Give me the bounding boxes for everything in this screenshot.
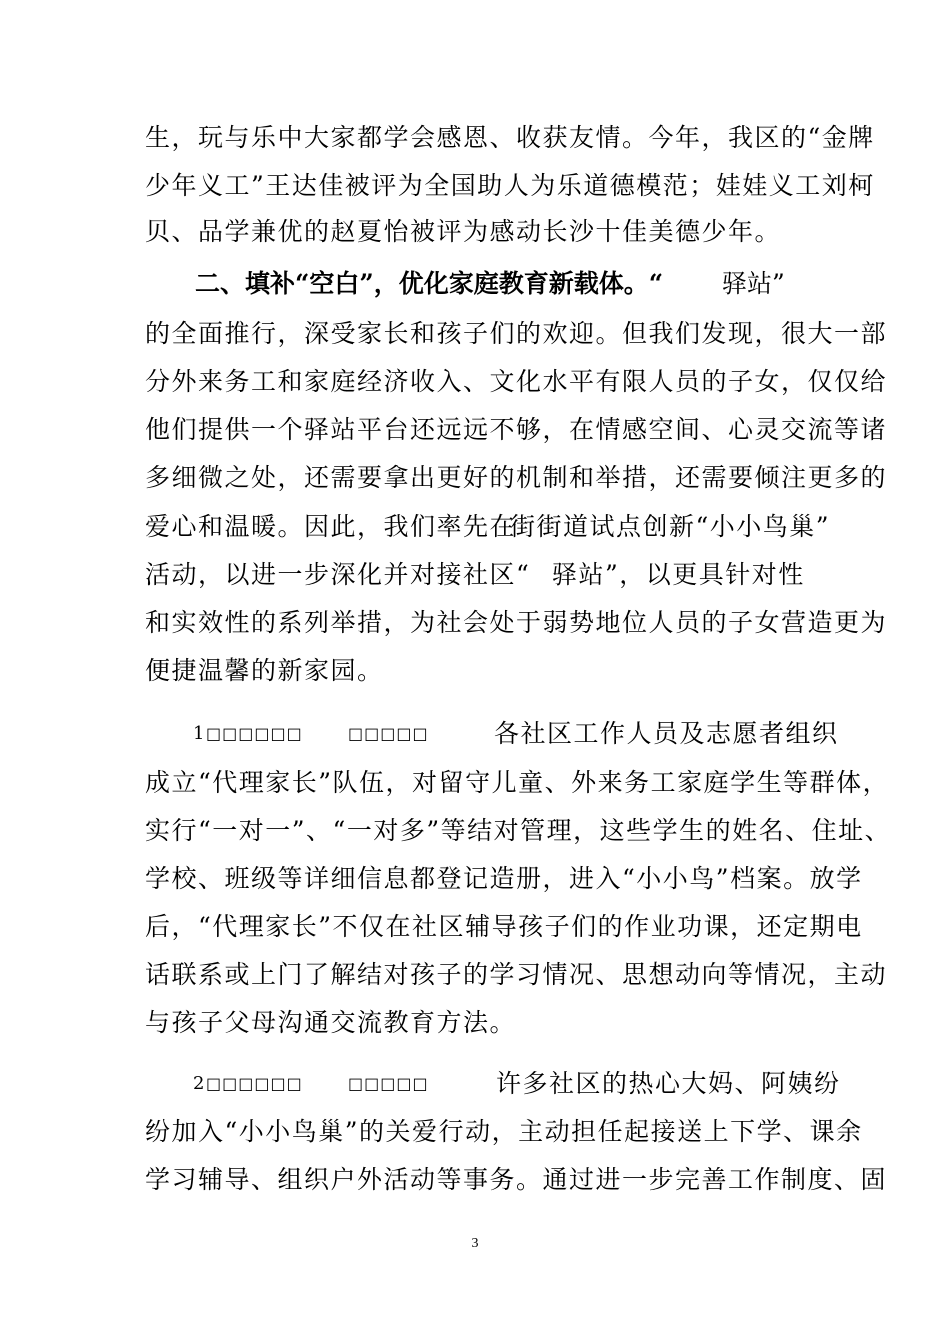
section-heading-tail: 驿站” (722, 269, 785, 298)
paragraph-line: 生，玩与乐中大家都学会感恩、收获友情。今年，我区的“金牌 (145, 123, 875, 152)
paragraph-line: 学校、班级等详细信息都登记造册，进入“小小鸟”档案。放学 (145, 864, 863, 893)
paragraph-line: 各社区工作人员及志愿者组织 (494, 719, 839, 748)
paragraph-line: 实行“一对一”、“一对多”等结对管理，这些学生的姓名、住址、 (145, 816, 892, 845)
paragraph-line-continuation: 街街道试点创新“小小鸟巢” (510, 512, 831, 541)
paragraph-line: 成立“代理家长”队伍，对留守儿童、外来务工家庭学生等群体， (145, 768, 890, 797)
paragraph-line: 后，“代理家长”不仅在社区辅导孩子们的作业功课，还定期电 (145, 912, 863, 941)
paragraph-line: 分外来务工和家庭经济收入、文化水平有限人员的子女，仅仅给 (145, 367, 888, 396)
paragraph-line: 的全面推行，深受家长和孩子们的欢迎。但我们发现，很大一部 (145, 319, 888, 348)
list-item-number: 1 (193, 723, 205, 744)
paragraph-line: 和实效性的系列举措，为社会处于弱势地位人员的子女营造更为 (145, 608, 888, 637)
paragraph-line: 便捷温馨的新家园。 (145, 656, 384, 685)
missing-glyph-boxes: □□□□□□ (206, 1074, 303, 1093)
paragraph-line: 与孩子父母沟通交流教育方法。 (145, 1008, 517, 1037)
list-item-number: 2 (193, 1073, 205, 1094)
missing-glyph-boxes: □□□□□□ (206, 724, 303, 743)
paragraph-line: 他们提供一个驿站平台还远远不够，在情感空间、心灵交流等诸 (145, 415, 888, 444)
paragraph-line-continuation: 驿站”，以更具针对性 (552, 560, 805, 589)
paragraph-line: 学习辅导、组织户外活动等事务。通过进一步完善工作制度、固 (145, 1165, 888, 1194)
section-heading: 二、填补“空白”，优化家庭教育新载体。“ (195, 269, 664, 298)
paragraph-line: 多细微之处，还需要拿出更好的机制和举措，还需要倾注更多的 (145, 463, 888, 492)
page-number: 3 (471, 1236, 479, 1251)
paragraph-line: 话联系或上门了解结对孩子的学习情况、思想动向等情况，主动 (145, 960, 888, 989)
paragraph-line: 许多社区的热心大妈、阿姨纷 (496, 1069, 841, 1098)
paragraph-line: 少年义工”王达佳被评为全国助人为乐道德模范；娃娃义工刘柯 (145, 171, 875, 200)
missing-glyph-boxes: □□□□□ (348, 724, 429, 743)
paragraph-line: 爱心和温暖。因此，我们率先在 (145, 512, 517, 541)
missing-glyph-boxes: □□□□□ (348, 1074, 429, 1093)
paragraph-line: 纷加入“小小鸟巢”的关爱行动，主动担任起接送上下学、课余 (145, 1117, 863, 1146)
paragraph-line: 活动，以进一步深化并对接社区“ (145, 560, 531, 589)
paragraph-line: 贝、品学兼优的赵夏怡被评为感动长沙十佳美德少年。 (145, 217, 782, 246)
